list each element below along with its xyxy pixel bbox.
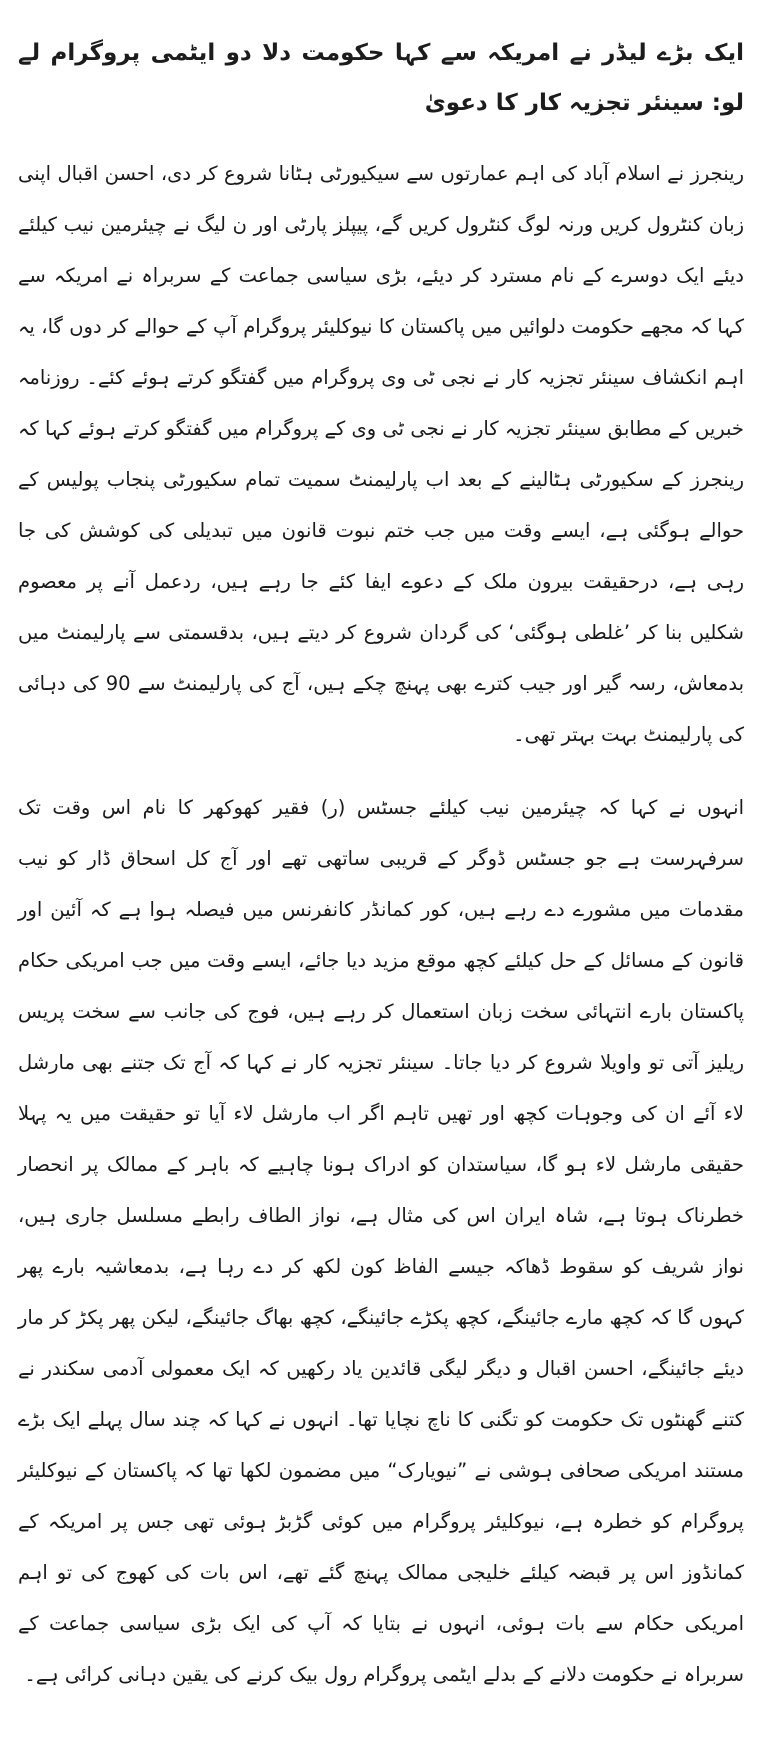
article-paragraph-2 — [18, 782, 744, 1700]
paragraph-text: رینجرز نے اسلام آباد کی اہم عمارتوں سے سیکیورٹی ہٹانا شروع کر دی، احسن اقبال اپنی زبان کنٹرول کریں ورنہ لوگ کنٹرول کریں گے، پیپلز پارٹی اور ن لیگ نے چیئرمین نیب کیلئے دیئے ایک دوسرے کے نام مسترد کر دیئے، بڑی سیاسی جماعت کے سربراہ نے امریکہ سے کہا کہ مجھے حکومت دلوائیں میں پاکستان کا نیوکلیئر پروگرام آپ کے حوالے کر دوں گا، یہ اہم انکشاف سینئر تجزیہ کار نے نجی ٹی وی پروگرام میں گفتگو کرتے ہوئے کئے۔ روزنامہ خبریں کے مطابق سینئر تجزیہ کار نے نجی ٹی وی کے پروگرام میں گفتگو کرتے ہوئے کہا کہ رینجرز کے سکیورٹی ہٹالینے کے بعد اب پارلیمنٹ سمیت تمام سکیورٹی پنجاب پولیس کے حوالے ہوگئی ہے، ایسے وقت میں جب ختم نبوت قانون میں تبدیلی کی کوشش کی جا رہی ہے، درحقیقت بیرون ملک کے دعوے ایفا کئے جا رہے ہیں، ردعمل آنے پر معصوم شکلیں بنا کر ’غلطی ہوگئی‘ کی گردان شروع کر دیتے ہیں، بدقسمتی سے پارلیمنٹ میں بدمعاش، رسہ گیر اور جیب کترے بھی پہنچ چکے ہیں، آج کی پارلیمنٹ سے 90 کی دہائی کی پارلیمنٹ بہت بہتر تھی۔ — [18, 162, 745, 746]
article-paragraph-1 — [18, 148, 744, 760]
article-headline: ایک بڑے لیڈر نے امریکہ سے کہا حکومت دلا دو ایٹمی پروگرام لے لو: سینئر تجزیہ کار کا دعویٰ — [18, 40, 744, 116]
paragraph-text: انہوں نے کہا کہ چیئرمین نیب کیلئے جسٹس (ر) فقیر کھوکھر کا نام اس وقت تک سرفہرست ہے جو جسٹس ڈوگر کے قریبی ساتھی تھے اور آج کل اسحاق ڈار کو نیب مقدمات میں مشورے دے رہے ہیں، کور کمانڈر کانفرنس میں فیصلہ ہوا ہے کہ آئین اور قانون کے مسائل کے حل کیلئے کچھ موقع مزید دیا جائے، ایسے وقت میں جب امریکی حکام پاکستان بارے انتہائی سخت زبان استعمال کر رہے ہیں، فوج کی جانب سے سخت پریس ریلیز آتی تو واویلا شروع کر دیا جاتا۔ سینئر تجزیہ کار نے کہا کہ آج تک جتنے بھی مارشل لاء آئے ان کی وجوہات کچھ اور تھیں تاہم اگر اب مارشل لاء آیا تو حقیقت میں یہ پہلا حقیقی مارشل لاء ہو گا، سیاستدان کو ادراک ہونا چاہیے کہ باہر کے ممالک پر انحصار خطرناک ہوتا ہے، شاہ ایران اس کی مثال ہے، نواز الطاف رابطے مسلسل جاری ہیں، نواز شریف کو سقوط ڈھاکہ جیسے الفاظ کون لکھ کر دے رہا ہے، بدمعاشیہ بارے پھر کہوں گا کہ کچھ مارے جائینگے، کچھ پکڑے جائینگے، کچھ بھاگ جائینگے، لیکن پھر پکڑ کر مار دیئے جائینگے، احسن اقبال و دیگر لیگی قائدین یاد رکھیں کہ ایک معمولی آدمی سکندر نے کتنے گھنٹوں تک حکومت کو تگنی کا ناچ نچایا تھا۔ انہوں نے کہا کہ چند سال پہلے ایک بڑے مستند امریکی صحافی ہوشی نے ”نیویارک“ میں مضمون لکھا تھا کہ پاکستان کے نیوکلیئر پروگرام کو خطرہ ہے، نیوکلیئر پروگرام میں کوئی گڑبڑ ہوئی تھی جس پر امریکہ کے کمانڈوز اس پر قبضہ کیلئے خلیجی ممالک پہنچ گئے تھے، اس بات کی کھوج کی تو اہم امریکی حکام سے بات ہوئی، انہوں نے بتایا کہ آپ کی ایک بڑی سیاسی جماعت کے سربراہ نے حکومت دلانے کے بدلے ایٹمی پروگرام رول بیک کرنے کی یقین دہانی کرائی ہے۔ — [18, 796, 744, 1686]
